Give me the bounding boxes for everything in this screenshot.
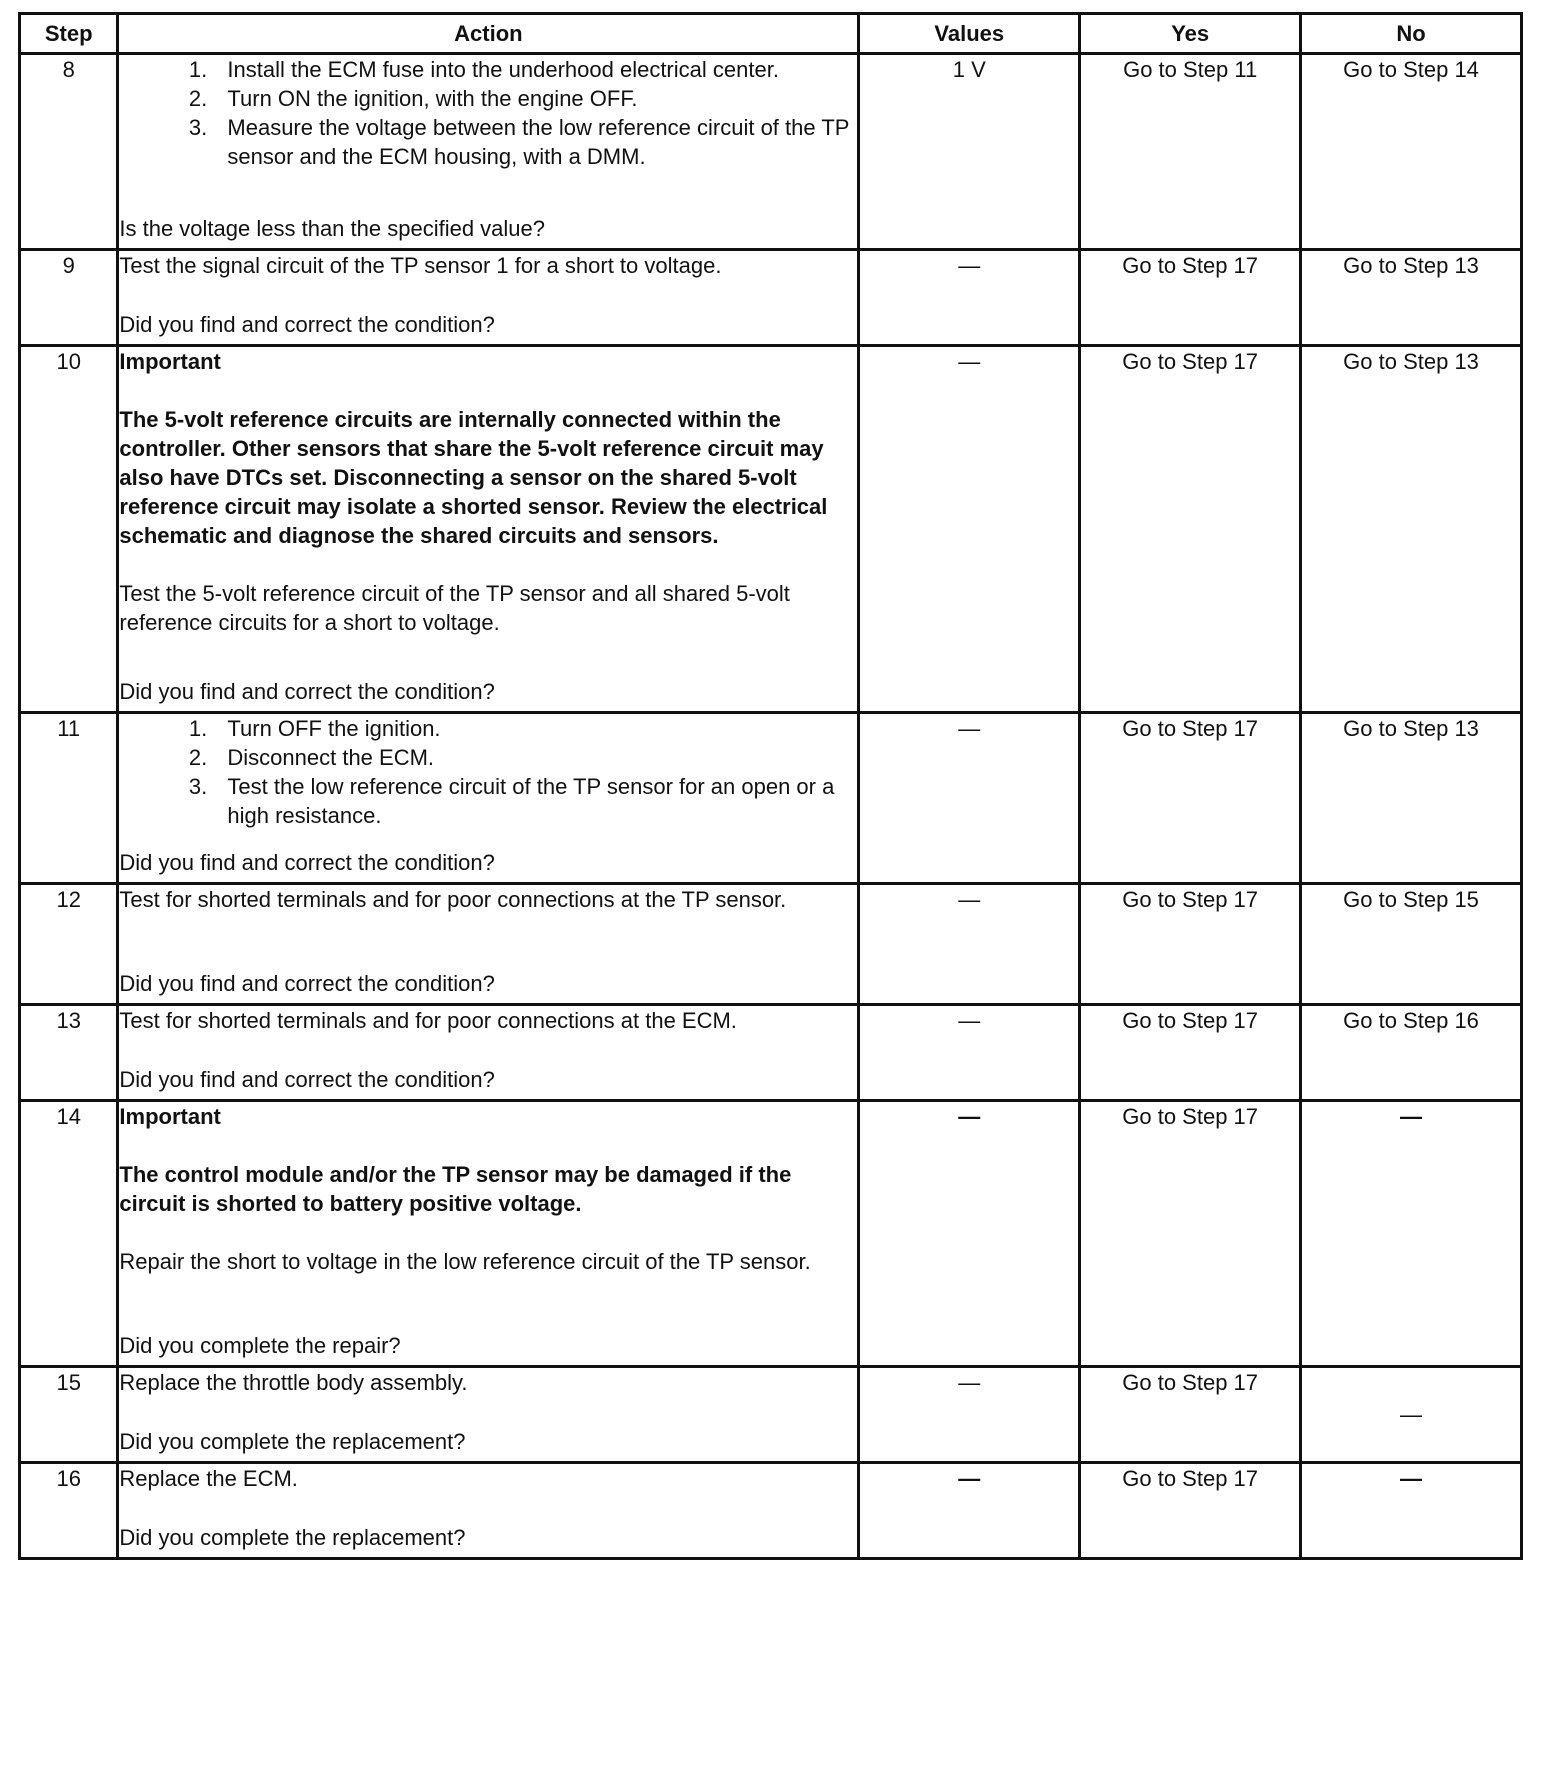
action-question: Did you find and correct the condition? xyxy=(119,971,495,996)
action-cell xyxy=(118,1005,859,1101)
yes-cell: Go to Step 17 xyxy=(1080,1367,1301,1463)
important-text: The 5-volt reference circuits are internally connected within the controller. Other sensors that share the 5-volt reference circuit may also have DTCs set. Disconnecting a sensor on the shared 5-volt reference circuit may isolate a shorted sensor. Review the electrical schematic and diagnose the shared circuits and sensors. xyxy=(119,407,828,548)
yes-cell: Go to Step 17 xyxy=(1080,713,1301,884)
list-item: 2. Turn ON the ignition, with the engine OFF. xyxy=(213,84,857,113)
value-cell: — xyxy=(859,1463,1080,1559)
header-step: Step xyxy=(20,14,118,54)
action-cell xyxy=(118,713,859,884)
step-number: 16 xyxy=(20,1463,118,1559)
action-question: Did you find and correct the condition? xyxy=(119,1067,495,1092)
value-cell: — xyxy=(859,1005,1080,1101)
action-cell xyxy=(118,54,859,250)
list-item: 2. Disconnect the ECM. xyxy=(213,743,857,772)
action-text: Repair the short to voltage in the low reference circuit of the TP sensor. xyxy=(119,1249,811,1274)
yes-cell: Go to Step 17 xyxy=(1080,884,1301,1005)
table-row xyxy=(20,884,1522,1005)
action-question: Did you complete the replacement? xyxy=(119,1429,466,1454)
action-cell xyxy=(118,1367,859,1463)
yes-cell: Go to Step 17 xyxy=(1080,250,1301,346)
important-text: The control module and/or the TP sensor may be damaged if the circuit is shorted to battery positive voltage. xyxy=(119,1162,792,1216)
value-cell: 1 V xyxy=(859,54,1080,250)
no-cell: — xyxy=(1301,1463,1522,1559)
yes-cell: Go to Step 11 xyxy=(1080,54,1301,250)
value-cell: — xyxy=(859,713,1080,884)
action-question: Did you find and correct the condition? xyxy=(119,850,495,875)
yes-cell: Go to Step 17 xyxy=(1080,1005,1301,1101)
important-label: Important xyxy=(119,349,221,374)
header-yes: Yes xyxy=(1080,14,1301,54)
table-row xyxy=(20,1005,1522,1101)
table-row xyxy=(20,346,1522,713)
action-cell xyxy=(118,250,859,346)
action-cell xyxy=(118,884,859,1005)
action-cell xyxy=(118,1463,859,1559)
table-row xyxy=(20,1463,1522,1559)
table-row xyxy=(20,250,1522,346)
value-cell: — xyxy=(859,250,1080,346)
step-number: 11 xyxy=(20,713,118,884)
list-item: 3. Test the low reference circuit of the TP sensor for an open or a high resistance. xyxy=(213,772,857,830)
step-number: 10 xyxy=(20,346,118,713)
action-text: Replace the ECM. xyxy=(119,1466,298,1491)
action-question: Did you find and correct the condition? xyxy=(119,679,495,704)
action-question: Is the voltage less than the specified value? xyxy=(119,216,545,241)
diagnostic-table xyxy=(18,12,1523,1560)
value-cell: — xyxy=(859,1367,1080,1463)
action-text: Test the signal circuit of the TP sensor 1 for a short to voltage. xyxy=(119,253,722,278)
action-question: Did you complete the replacement? xyxy=(119,1525,466,1550)
table-row xyxy=(20,1367,1522,1463)
action-cell xyxy=(118,1101,859,1367)
yes-cell: Go to Step 17 xyxy=(1080,346,1301,713)
no-cell: Go to Step 14 xyxy=(1301,54,1522,250)
header-row xyxy=(20,14,1522,54)
header-action: Action xyxy=(118,14,859,54)
action-cell xyxy=(118,346,859,713)
step-number: 8 xyxy=(20,54,118,250)
no-cell: — xyxy=(1301,1367,1522,1463)
value-cell: — xyxy=(859,884,1080,1005)
step-list xyxy=(119,55,857,171)
step-number: 13 xyxy=(20,1005,118,1101)
action-text: Test for shorted terminals and for poor connections at the ECM. xyxy=(119,1008,737,1033)
action-question: Did you find and correct the condition? xyxy=(119,312,495,337)
value-cell: — xyxy=(859,1101,1080,1367)
no-cell: — xyxy=(1301,1101,1522,1367)
no-cell: Go to Step 16 xyxy=(1301,1005,1522,1101)
no-cell: Go to Step 15 xyxy=(1301,884,1522,1005)
step-number: 14 xyxy=(20,1101,118,1367)
list-item: 3. Measure the voltage between the low reference circuit of the TP sensor and the ECM housing, with a DMM. xyxy=(213,113,857,171)
header-no: No xyxy=(1301,14,1522,54)
step-number: 15 xyxy=(20,1367,118,1463)
table-row xyxy=(20,54,1522,250)
action-text: Test the 5-volt reference circuit of the TP sensor and all shared 5-volt reference circuits for a short to voltage. xyxy=(119,581,790,635)
value-cell: — xyxy=(859,346,1080,713)
yes-cell: Go to Step 17 xyxy=(1080,1463,1301,1559)
no-cell: Go to Step 13 xyxy=(1301,346,1522,713)
no-cell: Go to Step 13 xyxy=(1301,713,1522,884)
step-number: 12 xyxy=(20,884,118,1005)
no-cell: Go to Step 13 xyxy=(1301,250,1522,346)
list-item: 1. Turn OFF the ignition. xyxy=(213,714,857,743)
table-row xyxy=(20,1101,1522,1367)
action-text: Test for shorted terminals and for poor connections at the TP sensor. xyxy=(119,887,787,912)
header-values: Values xyxy=(859,14,1080,54)
step-number: 9 xyxy=(20,250,118,346)
yes-cell: Go to Step 17 xyxy=(1080,1101,1301,1367)
list-item: 1. Install the ECM fuse into the underhood electrical center. xyxy=(213,55,857,84)
step-list xyxy=(119,714,857,830)
important-label: Important xyxy=(119,1104,221,1129)
table-row xyxy=(20,713,1522,884)
action-question: Did you complete the repair? xyxy=(119,1333,401,1358)
action-text: Replace the throttle body assembly. xyxy=(119,1370,468,1395)
